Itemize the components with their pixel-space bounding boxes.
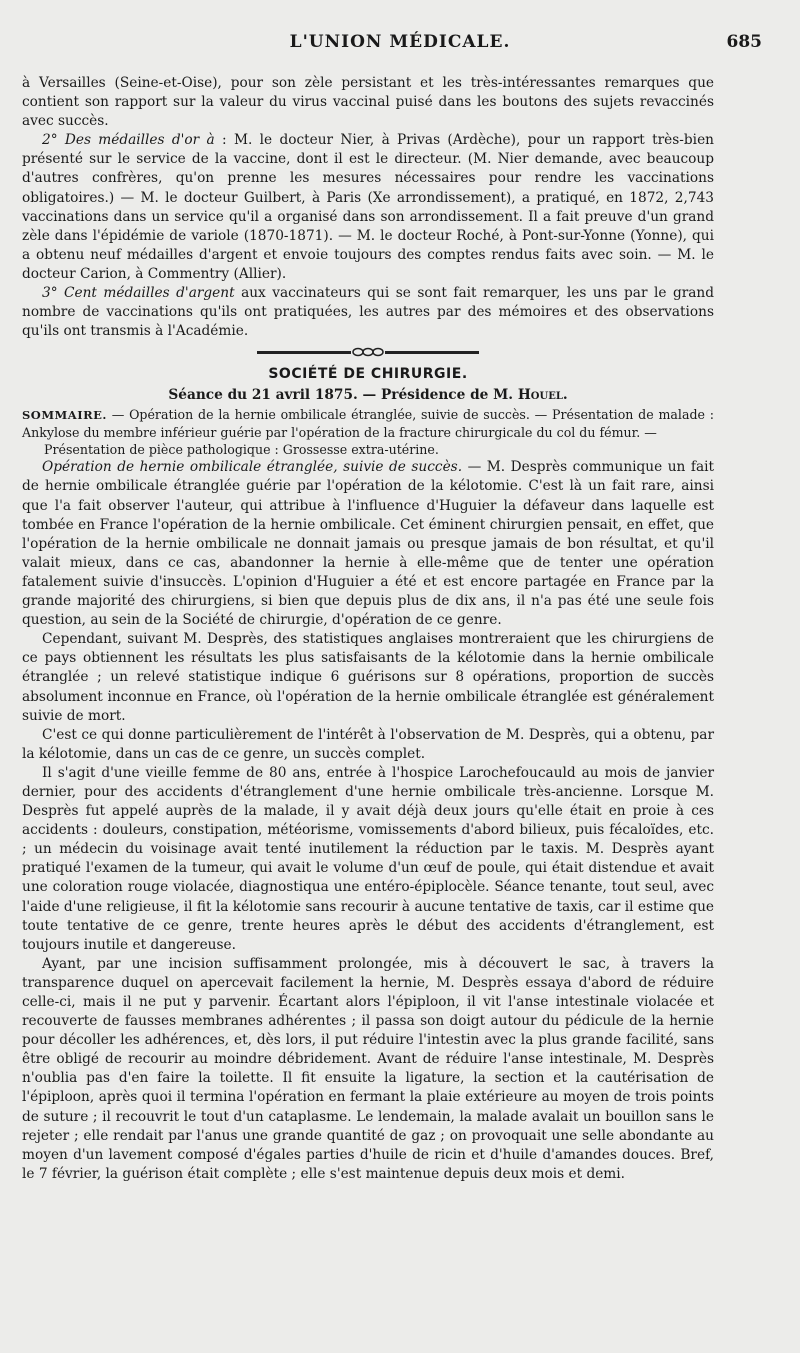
summary-label: SOMMAIRE. bbox=[22, 407, 107, 422]
divider-rule bbox=[257, 351, 479, 354]
summary-text-end: Présentation de pièce pathologique : Grossesse extra-utérine. bbox=[44, 442, 439, 458]
gold-medals-paragraph bbox=[22, 131, 714, 284]
gold-medals-text: : M. le docteur Nier, à Privas (Ardèche), pour un rapport très-bien présenté sur le service de la vaccine, dont il est le directeur. (M. Nier demande, avec beaucoup d'autres confrères, qu'on prenne les mesures nécessaires pour rendre les vaccinations obligatoires.) — M. le docteur Guilbert, à Paris (Xe arrondissement), a pratiqué, en 1872, 2,743 vaccinations dans un service qu'il a organisé dans son arrondissement. Il a fait preuve d'un grand zèle dans l'épidémie de variole (1870-1871). — M. le docteur Roché, à Pont-sur-Yonne (Yonne), qui a obtenu neuf médailles d'argent et envoie toujours des comptes rendus faits avec soin. — M. le docteur Carion, à Commentry (Allier). bbox=[22, 132, 714, 282]
session-suffix: . bbox=[562, 387, 568, 404]
body-paragraph-1-lead: Opération de hernie ombilicale étranglée, suivie de succès. bbox=[42, 459, 463, 476]
session-prefix: Séance du 21 avril 1875. — Présidence de M. bbox=[168, 387, 518, 404]
session-president: Houel bbox=[517, 387, 563, 404]
body-paragraph-3: C'est ce qui donne particulièrement de l'intérêt à l'observation de M. Desprès, qui a obtenu, par la kélotomie, dans un cas de ce genre, un succès complet. bbox=[22, 726, 714, 762]
body-paragraph-4: Il s'agit d'une vieille femme de 80 ans, entrée à l'hospice Larochefoucauld au mois de janvier dernier, pour des accidents d'étranglement d'une hernie ombilicale très-ancienne. Lorsque M. Desprès fut appelé auprès de la malade, il y avait déjà deux jours qu'elle était en proie à ces accidents : douleurs, constipation, météorisme, vomissements d'abord bilieux, puis fécaloïdes, etc. ; un médecin du voisinage avait tenté inutilement la réduction par le taxis. M. Desprès ayant pratiqué l'examen de la tumeur, qui avait le volume d'un œuf de poule, qui était distendue et avait une coloration rouge violacée, diagnostiqua une entéro-épiplocèle. Séance tenante, tout seul, avec l'aide d'une religieuse, il fit la kélotomie sans recourir à aucune tentative de taxis, car il estime que toute tentative de ce genre, trente heures après le début des accidents d'étranglement, est toujours inutile et dangereuse. bbox=[22, 764, 714, 953]
summary bbox=[22, 406, 714, 459]
continued-paragraph: à Versailles (Seine-et-Oise), pour son zèle persistant et les très-intéressantes remarques que contient son rapport sur la valeur du virus vaccinal puisé dans les boutons des sujets revaccinés avec succès. bbox=[22, 75, 714, 130]
divider-ornament-icon bbox=[351, 347, 385, 357]
gold-medals-lead: 2° Des médailles d'or à bbox=[42, 132, 215, 149]
silver-medals-lead: 3° Cent médailles d'argent bbox=[42, 285, 235, 302]
body-paragraph-2: Cependant, suivant M. Desprès, des statistiques anglaises montreraient que les chirurgiens de ce pays obtiennent les résultats les plus satisfaisants de la kélotomie dans la hernie ombilicale étranglée ; un relevé statistique indique 6 guérisons sur 8 opérations, proportion de succès absolument inconnue en France, où l'opération de la hernie ombilicale étranglée est généralement suivie de mort. bbox=[22, 631, 714, 724]
body-paragraph-1-text: — M. Desprès communique un fait de hernie ombilicale étranglée guérie par l'opération de la kélotomie. C'est là un fait rare, ainsi que l'a fait observer l'auteur, qui attribue à l'influence d'Huguier la défaveur dans laquelle est tombée en France l'opération de la hernie ombilicale. Cet éminent chirurgien pensait, en effet, que l'opération de la hernie ombilicale ne donnait jamais ou presque jamais de bon résultat, et qu'il valait mieux, dans ce cas, abandonner la hernie à elle-même que de tenter une opération fatalement suivie d'insuccès. L'opinion d'Huguier a été et est encore partagée en France par la grande majorité des chirurgiens, si bien que depuis plus de dix ans, il n'a pas été une seule fois question, au sein de la Société de chirurgie, d'opération de ce genre. bbox=[22, 459, 714, 629]
summary-text: — Opération de la hernie ombilicale étranglée, suivie de succès. — Présentation de malade : Ankylose du membre inférieur guérie par l'opération de la fracture chirurgicale du col du fémur. — bbox=[22, 406, 714, 440]
section-title: SOCIÉTÉ DE CHIRURGIE. bbox=[268, 366, 468, 383]
silver-medals-paragraph bbox=[22, 284, 714, 341]
page-number: 685 bbox=[726, 32, 762, 52]
session-line bbox=[22, 386, 714, 405]
silver-medals-text: aux vaccinateurs qui se sont fait remarquer, les uns par le grand nombre de vaccinations qu'ils ont pratiquées, les autres par des mémoires et des observations qu'ils ont transmis à l'Académie. bbox=[22, 285, 714, 340]
page-header bbox=[18, 28, 782, 64]
body-paragraph-1 bbox=[22, 458, 714, 630]
running-title: L'UNION MÉDICALE. bbox=[289, 32, 511, 52]
section-divider bbox=[22, 341, 714, 363]
page-content bbox=[22, 74, 714, 1184]
body-paragraph-5: Ayant, par une incision suffisamment prolongée, mis à découvert le sac, à travers la transparence duquel on apercevait facilement la hernie, M. Desprès essaya d'abord de réduire celle-ci, mais il ne put y parvenir. Écartant alors l'épiploon, il vit l'anse intestinale violacée et recouverte de fausses membranes adhérentes ; il passa son doigt autour du pédicule de la hernie pour décoller les adhérences, et, dès lors, il put réduire l'intestin avec la plus grande facilité, sans être obligé de recourir au moindre débridement. Avant de réduire l'anse intestinale, M. Desprès n'oublia pas d'en faire la toilette. Il fit ensuite la ligature, la section et la cautérisation de l'épiploon, après quoi il termina l'opération en fermant la plaie extérieure au moyen de trois points de suture ; il recouvrit le tout d'un cataplasme. Le lendemain, la malade avalait un bouillon sans le rejeter ; elle rendait par l'anus une grande quantité de gaz ; on provoquait une selle abondante au moyen d'un lavement composé d'égales parties d'huile de ricin et d'huile d'amandes douces. Bref, le 7 février, la guérison était complète ; elle s'est maintenue depuis deux mois et demi. bbox=[22, 955, 714, 1182]
